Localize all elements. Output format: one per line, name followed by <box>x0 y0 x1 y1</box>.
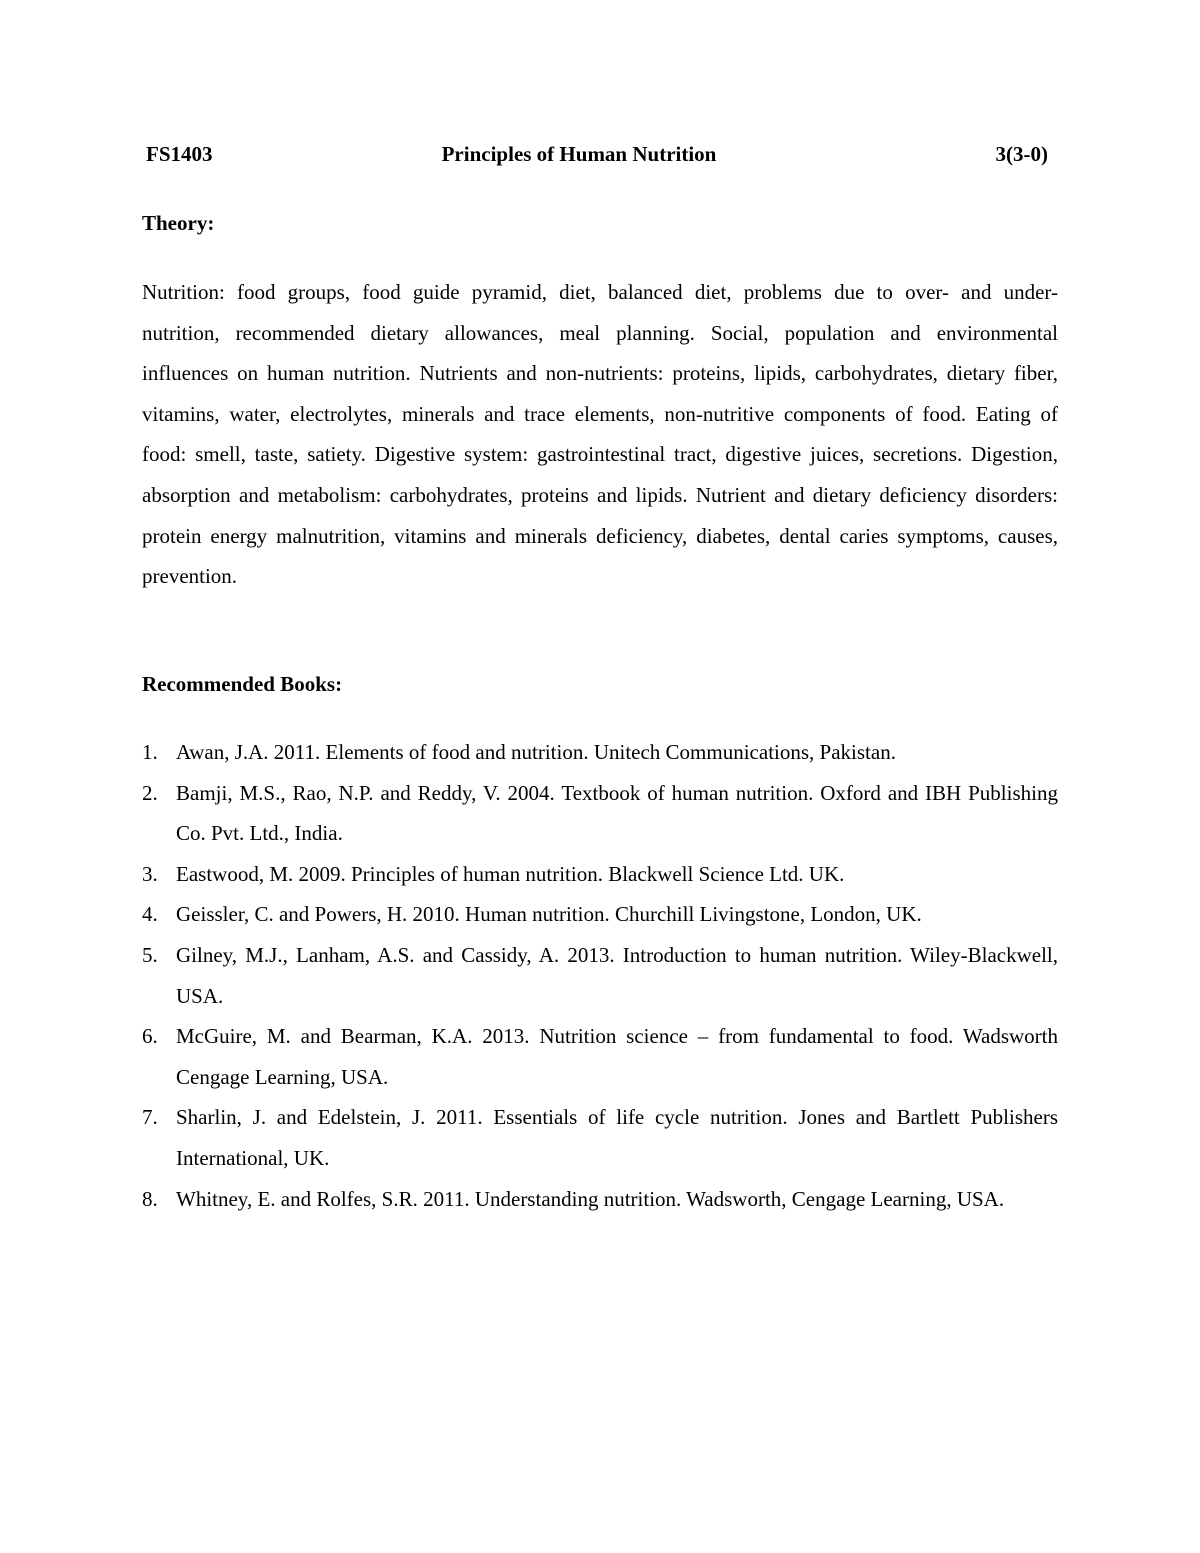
book-citation: Sharlin, J. and Edelstein, J. 2011. Essentials of life cycle nutrition. Jones and Bartlett Publishers International, UK. <box>176 1105 1058 1170</box>
book-number: 8. <box>142 1186 158 1211</box>
book-citation: Gilney, M.J., Lanham, A.S. and Cassidy, A. 2013. Introduction to human nutrition. Wiley-Blackwell, USA. <box>176 942 1058 1008</box>
book-number: 5. <box>142 942 158 967</box>
book-item <box>142 854 1058 895</box>
course-header <box>142 142 1058 174</box>
book-item <box>142 1179 1058 1220</box>
course-title: Principles of Human Nutrition <box>441 142 717 166</box>
book-number: 6. <box>142 1024 158 1049</box>
book-citation: Geissler, C. and Powers, H. 2010. Human nutrition. Churchill Livingstone, London, UK. <box>176 902 922 927</box>
book-item <box>142 1097 1058 1178</box>
book-number: 7. <box>142 1105 158 1130</box>
recommended-books-list <box>142 732 1058 1219</box>
theory-paragraph: Nutrition: food groups, food guide pyramid, diet, balanced diet, problems due to over- and under- nutrition, recommended dietary allowances, meal planning. Social, population and environmental influences on human nutrition. Nutrients and non-nutrients: proteins, lipids, carbohydrates, dietary fiber, vitamins, water, electrolytes, minerals and trace elements, non-nutritive components of food. Eating of food: smell, taste, satiety. Digestive system: gastrointestinal tract, digestive juices, secretions. Digestion, absorption and metabolism: carbohydrates, proteins and lipids. Nutrient and dietary deficiency disorders: protein energy malnutrition, vitamins and minerals deficiency, diabetes, dental caries symptoms, causes, prevention. <box>142 280 1058 589</box>
book-item <box>142 894 1058 935</box>
recommended-books-heading: Recommended Books: <box>142 672 343 696</box>
book-item <box>142 935 1058 1016</box>
book-number: 3. <box>142 861 158 886</box>
theory-heading: Theory: <box>142 211 215 235</box>
credit-hours: 3(3-0) <box>995 142 1048 166</box>
book-citation: McGuire, M. and Bearman, K.A. 2013. Nutrition science – from fundamental to food. Wadsworth Cengage Learning, USA. <box>176 1024 1058 1089</box>
course-code: FS1403 <box>146 142 213 166</box>
book-citation: Whitney, E. and Rolfes, S.R. 2011. Understanding nutrition. Wadsworth, Cengage Learning, USA. <box>176 1186 1005 1211</box>
book-citation: Eastwood, M. 2009. Principles of human nutrition. Blackwell Science Ltd. UK. <box>176 861 845 886</box>
book-item <box>142 1016 1058 1097</box>
book-item <box>142 773 1058 854</box>
book-item <box>142 732 1058 773</box>
book-number: 4. <box>142 902 158 927</box>
book-citation: Bamji, M.S., Rao, N.P. and Reddy, V. 2004. Textbook of human nutrition. Oxford and IBH Publishing Co. Pvt. Ltd., India. <box>176 780 1058 846</box>
book-number: 1. <box>142 740 158 764</box>
book-number: 2. <box>142 780 158 805</box>
book-citation: Awan, J.A. 2011. Elements of food and nutrition. Unitech Communications, Pakistan. <box>176 740 896 764</box>
